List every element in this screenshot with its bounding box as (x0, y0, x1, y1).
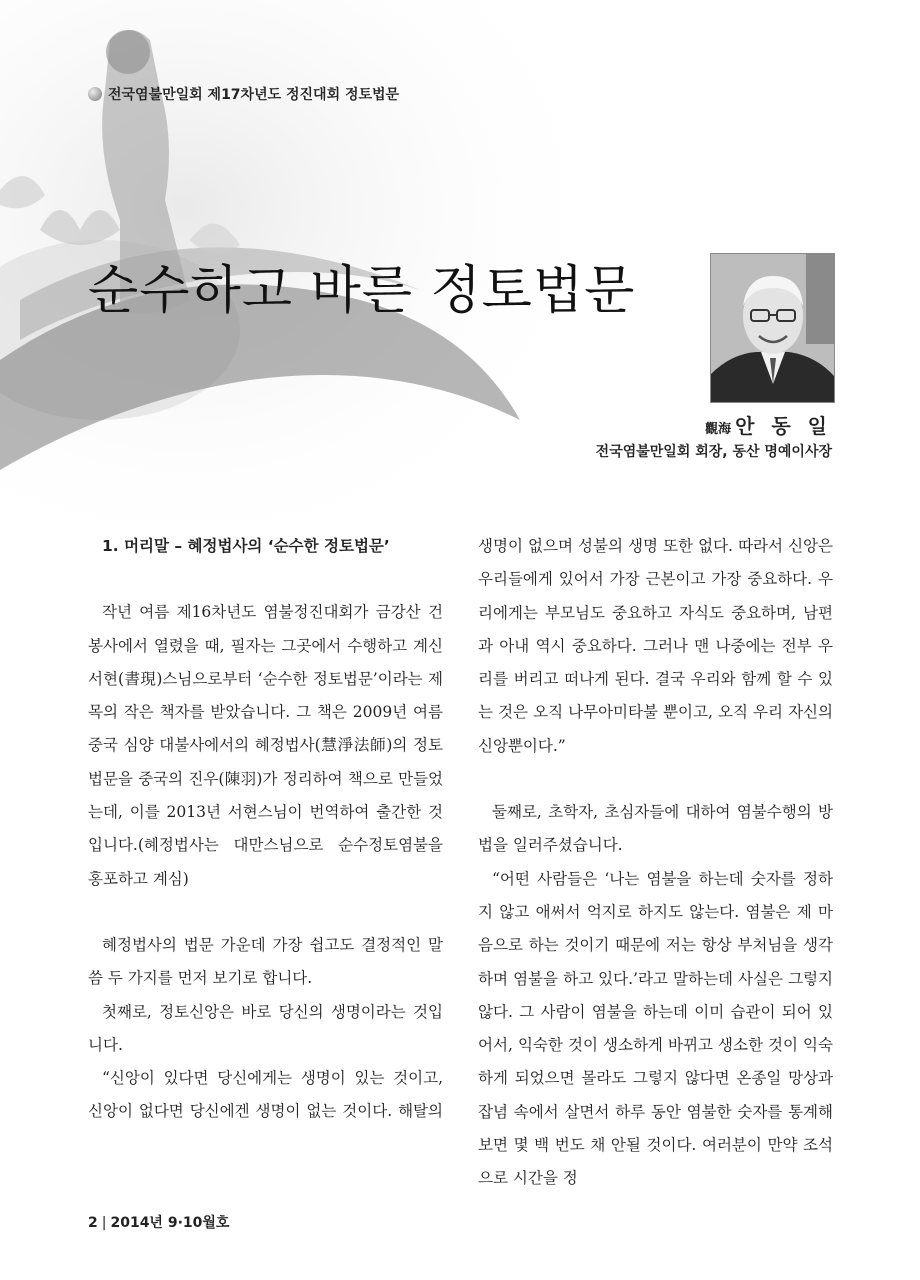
author-name (596, 410, 832, 439)
section-heading: 1. 머리말 – 혜정법사의 ‘순수한 정토법문’ (102, 537, 390, 555)
paragraph-1: 작년 여름 제16차년도 염불정진대회가 금강산 건봉사에서 열렸을 때, 필자는 그곳에서 수행하고 계신 서현(書現)스님으로부터 ‘순수한 정토법문’이라는 제목의 작은 책자를 받았습니다. 그 책은 2009년 여름 중국 심양 대불사에서의 혜정법사(慧淨法師)의 정토법문을 중국의 진우(陳羽)가 정리하여 책으로 만들었는데, 이를 2013년 서현스님이 번역하여 출간한 것입니다.(혜정법사는 대만스님으로 순수정토염불을 홍포하고 계심) (88, 603, 443, 888)
series-label-text: 전국염불만일회 제17차년도 정진대회 정토법문 (108, 87, 400, 103)
article-title: 순수하고 바른 정토법문 (88, 261, 636, 321)
bullet-circle-icon (88, 87, 102, 101)
paragraph-4-continued: 생명이 없으며 성불의 생명 또한 없다. 따라서 신앙은 우리들에게 있어서 가장 근본이고 가장 중요하다. 우리에게는 부모님도 중요하고 자식도 중요하며, 남편과 아내 역시 중요하다. 그러나 맨 나중에는 전부 우리를 버리고 떠나게 된다. 결국 우리와 함께 할 수 있는 것은 오직 나무아미타불 뿐이고, 오직 우리 자신의 신앙뿐이다.” (478, 537, 833, 755)
portrait-icon (711, 254, 834, 402)
series-label (88, 84, 399, 104)
footer-divider: | (101, 1215, 107, 1231)
author-photo (710, 253, 835, 403)
author-role: 전국염불만일회 회장, 동산 명예이사장 (595, 444, 832, 460)
issue-label: 2014년 9·10월호 (110, 1215, 230, 1231)
author-block (596, 410, 832, 461)
paragraph-6: “어떤 사람들은 ‘나는 염불을 하는데 숫자를 정하지 않고 애써서 억지로 하지도 않는다. 염불은 제 마음으로 하는 것이기 때문에 저는 항상 부처님을 생각하며 염불을 하고 있다.’라고 말하는데 사실은 그렇지 않다. 그 사람이 염불을 하는데 이미 습관이 되어 있어서, 익숙한 것이 생소하게 바뀌고 생소한 것이 익숙하게 되었으면 몰라도 그렇지 않다면 온종일 망상과 잡념 속에서 살면서 하루 동안 염불한 숫자를 통계해보면 몇 백 번도 채 안될 것이다. 여러분이 만약 조석으로 시간을 정 (478, 869, 833, 1188)
page-footer (88, 1212, 229, 1232)
author-name-text: 안 동 일 (735, 414, 832, 438)
paragraph-5: 둘째로, 초학자, 초심자들에 대하여 염불수행의 방법을 일러주셨습니다. (478, 803, 833, 855)
paragraph-3: 첫째로, 정토신앙은 바로 당신의 생명이라는 것입니다. (88, 1002, 443, 1054)
body-column-right (478, 530, 833, 1196)
paragraph-2: 혜정법사의 법문 가운데 가장 쉽고도 결정적인 말씀 두 가지를 먼저 보기로 합니다. (88, 935, 443, 988)
author-pen-name: 觀海 (705, 422, 732, 437)
paragraph-4: “신앙이 있다면 당신에게는 생명이 있는 것이고, 신앙이 없다면 당신에겐 생명이 없는 것이다. 해탈의 (88, 1069, 443, 1121)
body-column-left (88, 530, 443, 1129)
page-number: 2 (88, 1215, 98, 1231)
